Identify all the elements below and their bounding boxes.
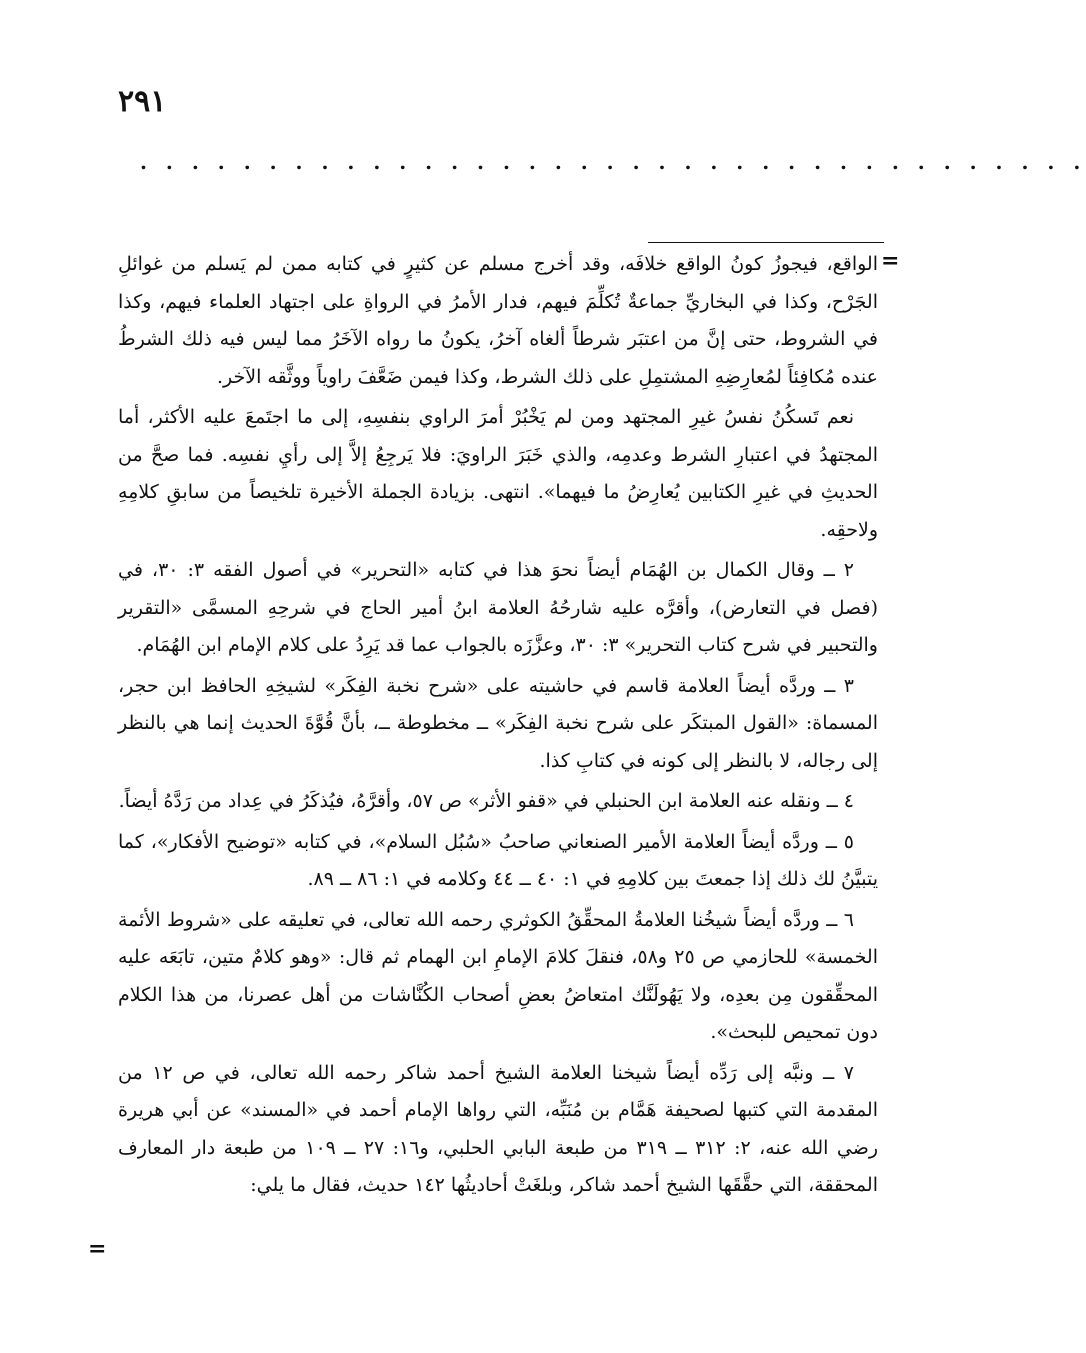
paragraph-item-6: ٦ ــ وردَّه أيضاً شيخُنا العلامةُ المحقِّقُ الكوثري رحمه الله تعالى، في تعليقه على «شروط الأئمة الخمسة» للحازمي ص ٢٥ و٥٨، فنقلَ كلامَ الإمامِ ابن الهمام ثم قال: «وهو كلامٌ متين، تابَعَه عليه المحقِّقون مِن بعدِه، ولا يَهُولَنَّك امتعاضُ بعضِ أصحاب الكُنَّاشات من أهل عصرنا، من هذا الكلام دون تمحيص للبحث». xyxy=(118,908,879,1043)
continued-to-mark: = xyxy=(88,1236,107,1262)
paragraph-item-3: ٣ ــ وردَّه أيضاً العلامة قاسم في حاشيته على «شرح نخبة الفِكَر» لشيخِهِ الحافظ ابن حجر، المسماة: «القول المبتكَر على شرح نخبة الفِكَر» ــ مخطوطة ــ، بأنَّ قُوَّةَ الحديث إنما هي بالنظر إلى رجاله، لا بالنظر إلى كونه في كتابِ كذا. xyxy=(118,674,878,772)
paragraph-item-2: ٢ ــ وقال الكمال بن الهُمَام أيضاً نحوَ هذا في كتابه «التحرير» في أصول الفقه ٣: ٣٠، في (فصل في التعارض)، وأقرَّه عليه شارحُهُ العلامة ابنُ أمير الحاج في شرحِهِ المسمَّى «التقرير والتحبير في شرح كتاب التحرير» ٣: ٣٠، وعزَّزَه بالجواب عما قد يَرِدُ على كلام الإمام ابن الهُمَام. xyxy=(118,559,878,656)
paragraph-item-7: ٧ ــ ونبَّه إلى رَدِّه أيضاً شيخنا العلامة الشيخ أحمد شاكر رحمه الله تعالى، في ص ١٢ من المقدمة التي كتبها لصحيفة هَمَّام بن مُنَبِّه، التي رواها الإمام أحمد في «المسند» عن أبي هريرة رضي الله عنه، ٢: ٣١٢ ــ ٣١٩ من طبعة البابي الحلبي، و١٦: ٢٧ ــ ١٠٩ من طبعة دار المعارف المحققة، التي حقَّقَها الشيخ أحمد شاكر، وبلغَتْ أحاديثُها ١٤٢ حديث، فقال ما يلي: xyxy=(118,1061,879,1196)
paragraph-continuation: الواقع، فيجوزُ كونُ الواقع خلافَه، وقد أخرج مسلم عن كثيرٍ في كتابه ممن لم يَسلم من غوائلِ الجَرْح، وكذا في البخاريِّ جماعةٌ تُكلِّمَ فيهم، فدار الأمرُ في الرواةِ على اجتهاد العلماء فيهم، وكذا في الشروط، حتى إنَّ من اعتبَر شرطاً ألغاه آخرُ، يكونُ ما رواه الآخَرُ مما ليس فيه ذلك الشرطُ عنده مُكافِئاً لمُعارِضِهِ المشتمِلِ على ذلك الشرط، وكذا فيمن ضَعَّفَ راوياً ووثَّقه الآخر. xyxy=(118,253,879,388)
paragraph-item-5: ٥ ــ وردَّه أيضاً العلامة الأمير الصنعاني صاحبُ «سُبُل السلام»، في كتابه «توضيح الأفكار»، كما يتبيَّنُ لك ذلك إذا جمعتَ بين كلامِهِ في ١: ٤٠ ــ ٤٤ وكلامه في ١: ٨٦ ــ ٨٩. xyxy=(118,830,878,890)
footnote-rule xyxy=(648,242,884,243)
footnote-body xyxy=(118,246,878,1326)
continued-from-mark: = xyxy=(881,248,900,274)
paragraph-naam: نعم تَسكُنُ نفسُ غيرِ المجتهد ومن لم يَخْبُرْ أمرَ الراوي بنفسِهِ، إلى ما اجتَمعَ عليه الأكثر، أما المجتهدُ في اعتبارِ الشرط وعدمِه، والذي خَبَرَ الراويَ: فلا يَرجِعُ إلاَّ إلى رأيِ نفسِه. فما صحَّ من الحديثِ في غيرِ الكتابين يُعارِضُ ما فيهما». انتهى. بزيادة الجملة الأخيرة تلخيصاً من سابقِ كلامِهِ ولاحقِه. xyxy=(118,406,878,541)
paragraph-item-4: ٤ ــ ونقله عنه العلامة ابن الحنبلي في «قفو الأثر» ص ٥٧، وأقرَّهُ، فيُذكَرُ في عِداد من رَدَّهُ أيضاً. xyxy=(118,790,854,812)
dotted-separator: . . . . . . . . . . . . . . . . . . . . . . . . . . . . . . . . . . . . . xyxy=(140,150,1086,174)
page-number: ٢٩١ xyxy=(118,84,167,119)
